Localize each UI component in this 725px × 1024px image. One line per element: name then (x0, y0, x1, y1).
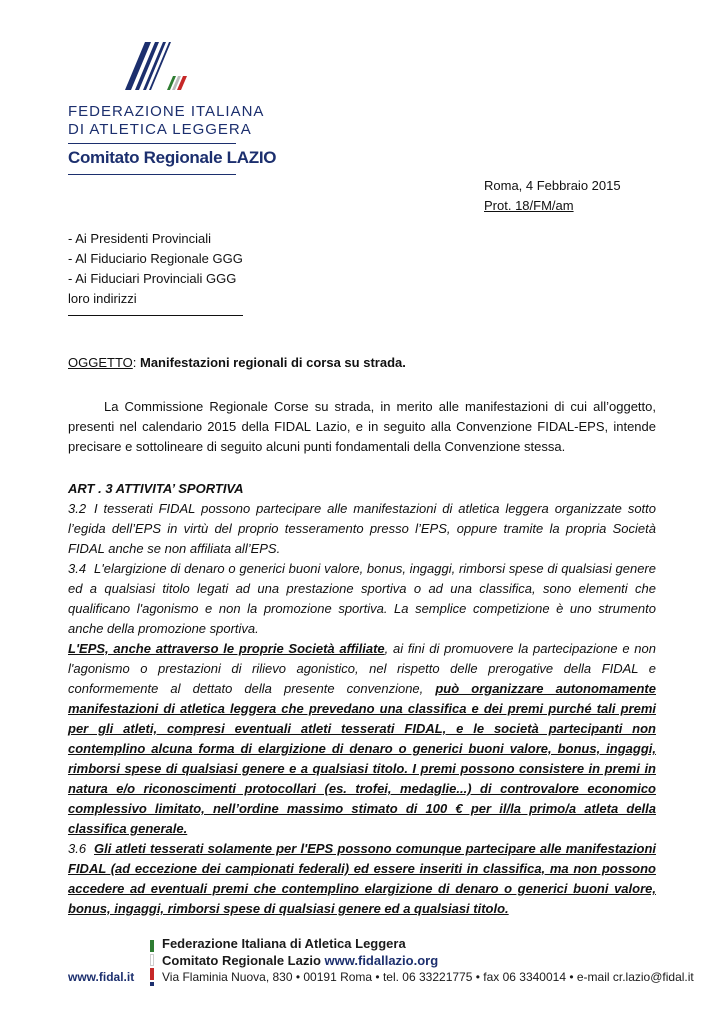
footer-committee (162, 953, 438, 968)
recipient-line: - Al Fiduciario Regionale GGG (68, 251, 243, 266)
recipient-line: - Ai Fiduciari Provinciali GGG (68, 271, 237, 286)
eps-paragraph (68, 639, 656, 839)
footer-website-link[interactable]: www.fidal.it (68, 970, 135, 984)
clause-text: L'elargizione di denaro o generici buoni valore, bonus, ingaggi, rimborsi spese di qualsiasi genere ed a qualsiasi titolo legati ad una prestazione sportiva o ad una classifica, sono elementi che qualificano l'agonismo e non la promozione sportiva. La semplice competizione è uno strumento anche della promozione sportiva. (68, 561, 656, 636)
footer-address: Via Flaminia Nuova, 830 • 00191 Roma • tel. 06 33221775 • fax 06 3340014 • e-mail cr.lazio@fidal.it (162, 970, 694, 984)
committee-name (68, 148, 276, 168)
eps-text: , ai fini di promuovere la partecipazione e non l'agonismo o prestazioni di rilievo agonistico, nel rispetto delle prerogative della FIDAL e conformemente al dettato della presente convenzione, (68, 641, 656, 696)
clause-number: 3.6 (68, 841, 87, 856)
flag-dot (150, 982, 154, 986)
letter-date: Roma, 4 Febbraio 2015 (484, 178, 621, 193)
subject-separator: : (132, 355, 140, 370)
footer-committee-website[interactable]: www.fidallazio.org (324, 953, 439, 968)
date-block (484, 176, 621, 216)
letter-body (68, 397, 656, 919)
committee-prefix: Comitato Regionale (68, 148, 223, 167)
fidal-logo-icon (115, 40, 195, 92)
clause-3-2 (68, 499, 656, 559)
committee-region: LAZIO (226, 148, 277, 167)
protocol-number: Prot. 18/FM/am (484, 198, 574, 213)
logo-divider (68, 174, 236, 175)
eps-emphasis-2: può organizzare autonomamente manifestazioni di atletica leggera che prevedano una classifica e dei premi purché tali premi per gli atleti, compresi eventuali atleti tesserati FIDAL, e le società partecipanti non contemplino alcuna forma di elargizione di denaro o generici buoni valore, bonus, ingaggi, rimborsi spese di qualsiasi genere e a qualsiasi titolo. I premi possono consistere in premi in natura e/o riconoscimenti protocollari (es. trofei, medaglie...) di controvalore economico complessivo limitato, nell’ordine massimo stimato di 100 € per il/la primo/a atleta della classifica generale. (68, 681, 656, 836)
eps-emphasis: L'EPS, anche attraverso le proprie Società affiliate (68, 641, 385, 656)
footer-committee-name: Comitato Regionale Lazio (162, 953, 321, 968)
flag-stripe-red (150, 968, 154, 980)
subject-text: Manifestazioni regionali di corsa su strada. (140, 355, 406, 370)
clause-number: 3.4 (68, 561, 87, 576)
clause-number: 3.2 (68, 501, 87, 516)
subject-label: OGGETTO (68, 355, 133, 370)
recipients-block (68, 229, 243, 309)
recipients-divider (68, 315, 243, 316)
flag-stripe-green (150, 940, 154, 952)
recipient-line: loro indirizzi (68, 291, 137, 306)
clause-text: I tesserati FIDAL possono partecipare alle manifestazioni di atletica leggera organizzate sotto l’egida dell’EPS in virtù del proprio tesseramento presso l’EPS, oppure tramite la propria Società FIDAL anche se non affiliata all’EPS. (68, 501, 656, 556)
org-name-line-1: FEDERAZIONE ITALIANA (68, 103, 265, 120)
article-title: ART . 3 ATTIVITA’ SPORTIVA (68, 481, 244, 496)
clause-text: Gli atleti tesserati solamente per l'EPS possono comunque partecipare alle manifestazioni FIDAL (ad eccezione dei campionati federali) ed essere inseriti in classifica, ma non possono accedere ad eventuali premi che contemplino elargizione di denaro o generici buoni valore, bonus, ingaggi, rimborsi spese di qualsiasi genere ed a qualsiasi titolo. (68, 841, 656, 916)
recipient-line: - Ai Presidenti Provinciali (68, 231, 212, 246)
clause-3-4 (68, 559, 656, 639)
logo-divider (68, 143, 236, 144)
intro-paragraph: La Commissione Regionale Corse su strada, in merito alle manifestazioni di cui all’oggetto, presenti nel calendario 2015 della FIDAL Lazio, e in seguito alla Convenzione FIDAL-EPS, intende precisare e sottolineare di seguito alcuni punti fondamentali della Convenzione stessa. (68, 399, 656, 454)
org-name-line-2: DI ATLETICA LEGGERA (68, 121, 252, 138)
footer-federation: Federazione Italiana di Atletica Leggera (162, 936, 406, 951)
subject-line (68, 353, 406, 373)
flag-stripe-white (150, 954, 154, 966)
clause-3-6 (68, 839, 656, 919)
